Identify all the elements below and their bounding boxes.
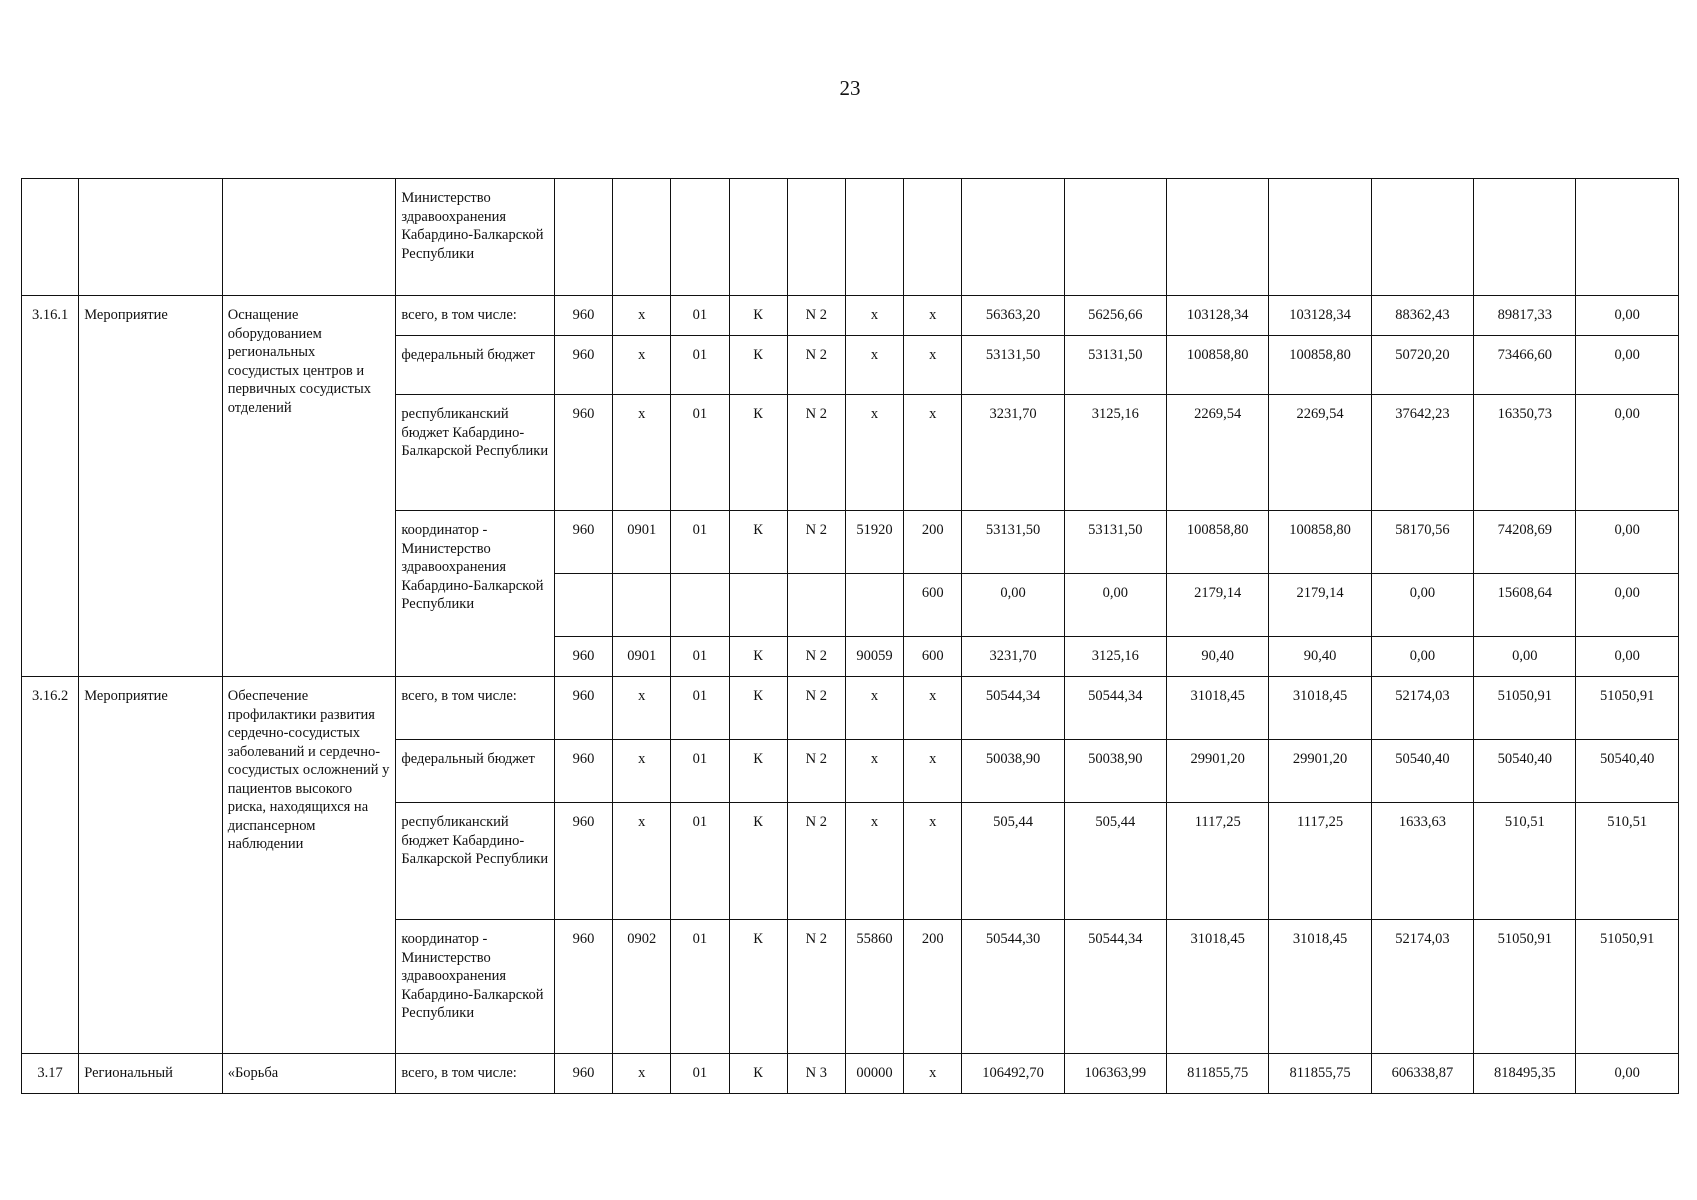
row-number: 3.16.1 — [22, 296, 79, 677]
table-row: 600 0,00 0,00 2179,14 2179,14 0,00 15608,64 0,00 — [22, 574, 1679, 637]
table-row: координатор - Министерство здравоохранения Кабардино-Балкарской Республики 960 0901 01 К N 2 51920 200 53131,50 53131,50 100858,80 100858,80 58170,56 74208,69 0,00 — [22, 511, 1679, 574]
table-row: республиканский бюджет Кабардино-Балкарской Республики 960 x 01 К N 2 x x 3231,70 3125,16 2269,54 2269,54 37642,23 16350,73 0,00 — [22, 395, 1679, 511]
row-type: Мероприятие — [79, 296, 223, 677]
table-row — [22, 179, 1679, 296]
coordinator-label: координатор - Министерство здравоохранения Кабардино-Балкарской Республики — [396, 511, 555, 677]
table-row: 3.16.2 Мероприятие Обеспечение профилактики развития сердечно-сосудистых заболеваний и сердечно-сосудистых осложнений у пациентов высокого риска, находящихся на диспансерном наблюдении всего, в том числе: 960 x 01 К N 2 x x 50544,34 50544,34 31018,45 31018,45 52174,03 51050,91 51050,91 — [22, 677, 1679, 740]
row-type: Мероприятие — [79, 677, 223, 1054]
source-label: федеральный бюджет — [396, 740, 555, 803]
coordinator-label: координатор - Министерство здравоохранения Кабардино-Балкарской Республики — [396, 920, 555, 1054]
table-row: 3.16.1 Мероприятие Оснащение оборудованием региональных сосудистых центров и первичных сосудистых отделений всего, в том числе: 960 x 01 К N 2 x x 56363,20 56256,66 103128,34 103128,34 88362,43 89817,33 0,00 — [22, 296, 1679, 336]
source-label: всего, в том числе: — [396, 296, 555, 336]
source-label: республиканский бюджет Кабардино-Балкарской Республики — [396, 803, 555, 920]
source-label: всего, в том числе: — [396, 677, 555, 740]
source-label: федеральный бюджет — [396, 336, 555, 395]
budget-table — [21, 178, 1679, 1094]
table-row: координатор - Министерство здравоохранения Кабардино-Балкарской Республики 960 0902 01 К N 2 55860 200 50544,30 50544,34 31018,45 31018,45 52174,03 51050,91 51050,91 — [22, 920, 1679, 1054]
table-row: федеральный бюджет 960 x 01 К N 2 x x 53131,50 53131,50 100858,80 100858,80 50720,20 73466,60 0,00 — [22, 336, 1679, 395]
table-row: республиканский бюджет Кабардино-Балкарской Республики 960 x 01 К N 2 x x 505,44 505,44 1117,25 1117,25 1633,63 510,51 510,51 — [22, 803, 1679, 920]
row-type: Региональный — [79, 1054, 223, 1094]
table-row: федеральный бюджет 960 x 01 К N 2 x x 50038,90 50038,90 29901,20 29901,20 50540,40 50540,40 50540,40 — [22, 740, 1679, 803]
row-number: 3.16.2 — [22, 677, 79, 1054]
page-number: 23 — [839, 76, 861, 100]
source-label: всего, в том числе: — [396, 1054, 555, 1094]
row-number: 3.17 — [22, 1054, 79, 1094]
row-name: «Борьба — [222, 1054, 396, 1094]
row-name: Оснащение оборудованием региональных сосудистых центров и первичных сосудистых отделений — [222, 296, 396, 677]
table-row: 960 0901 01 К N 2 90059 600 3231,70 3125,16 90,40 90,40 0,00 0,00 0,00 — [22, 637, 1679, 677]
row-name: Обеспечение профилактики развития сердечно-сосудистых заболеваний и сердечно-сосудистых осложнений у пациентов высокого риска, находящихся на диспансерном наблюдении — [222, 677, 396, 1054]
table-row: 3.17 Региональный «Борьба всего, в том числе: 960 x 01 К N 3 00000 x 106492,70 106363,99 811855,75 811855,75 606338,87 818495,35 0,00 — [22, 1054, 1679, 1094]
source-label: республиканский бюджет Кабардино-Балкарской Республики — [396, 395, 555, 511]
ministry-cell: Министерство здравоохранения Кабардино-Балкарской Республики — [396, 179, 555, 296]
